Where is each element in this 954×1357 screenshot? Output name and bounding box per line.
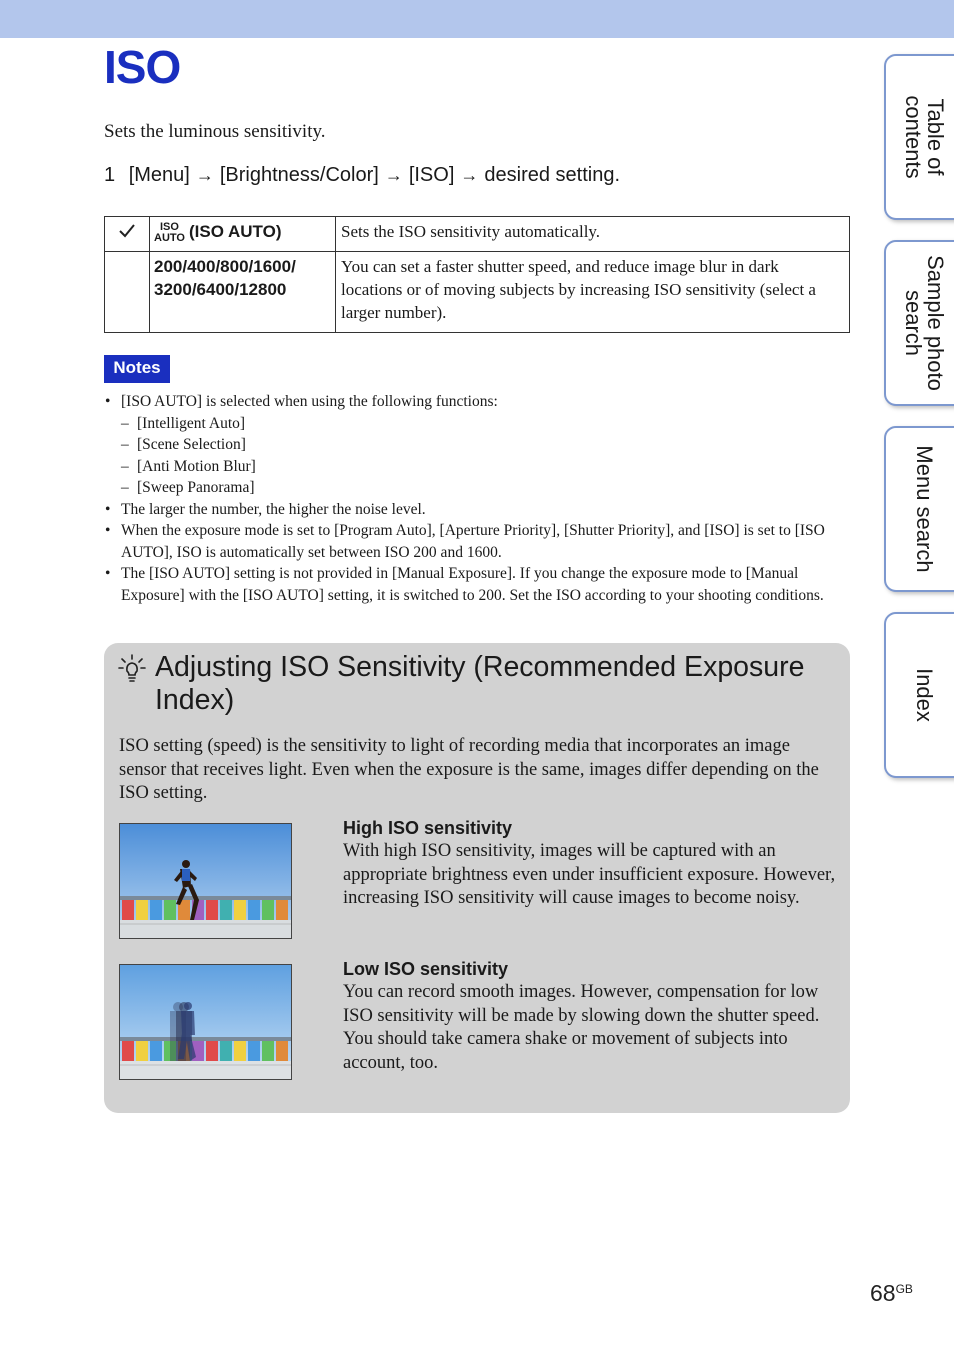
low-iso-heading: Low ISO sensitivity (343, 959, 509, 979)
tab-label: search (901, 289, 926, 357)
arrow-right-icon: → (195, 165, 214, 185)
tab-table-of-contents[interactable] (884, 54, 954, 220)
tip-box (104, 643, 850, 1113)
lightbulb-icon (118, 654, 146, 684)
tab-label: Menu search (912, 445, 937, 573)
notes-badge: Notes (104, 355, 170, 383)
option-description: You can set a faster shutter speed, and reduce image blur in dark locations or of moving subjects by increasing ISO sensitivity (select a larger number). (336, 252, 850, 333)
step-number: 1 (104, 164, 116, 186)
step-part-iso: [ISO] (408, 164, 455, 186)
page-number: $68^{GB}$ (870, 1280, 913, 1306)
tip-title: Adjusting ISO Sensitivity (Recommended Exposure Index) (155, 651, 805, 716)
arrow-right-icon: → (384, 165, 403, 185)
tab-label: Sample photo (923, 255, 948, 391)
page-suffix: GB (895, 1282, 913, 1296)
low-iso-sample-image (119, 964, 292, 1080)
step-part-setting: desired setting. (484, 164, 621, 186)
high-iso-text: With high ISO sensitivity, images will be captured with an appropriate brightness even under insufficient exposure. However, increasing ISO sensitivity will cause images to become noisy. (343, 841, 836, 908)
note-sub-item: – [Scene Selection] (104, 434, 850, 456)
tip-body: ISO setting (speed) is the sensitivity to light of recording media that incorporates an image sensor that receives light. Even when the exposure is the same, images differ depending on the ISO setting. (119, 736, 819, 803)
note-item: • When the exposure mode is set to [Program Auto], [Aperture Priority], [Shutter Priority], and [ISO] is set to [ISO AUTO], ISO is automatically set between ISO 200 and 1600. (104, 520, 850, 563)
tab-index[interactable] (884, 612, 954, 778)
high-iso-section (343, 817, 838, 911)
option-cell (150, 217, 336, 252)
note-sub-item: – [Sweep Panorama] (104, 477, 850, 499)
default-checkmark-icon (105, 217, 150, 252)
low-iso-section (343, 958, 838, 1075)
high-iso-heading: High ISO sensitivity (343, 818, 513, 838)
step-part-menu: [Menu] (128, 164, 190, 186)
tab-label: Index (912, 668, 937, 722)
option-label: 3200/6400/12800 (154, 280, 287, 299)
iso-auto-icon: ISO AUTO (154, 220, 185, 244)
arrow-right-icon: → (460, 165, 479, 185)
note-item: • [ISO AUTO] is selected when using the following functions: (104, 391, 850, 413)
note-item: • The [ISO AUTO] setting is not provided in [Manual Exposure]. If you change the exposure mode to [Manual Exposure] with the [ISO AUTO] setting, it is switched to 200. Set the ISO according to your shooting conditions. (104, 563, 850, 606)
option-label: (ISO AUTO) (188, 222, 282, 241)
iso-settings-table (104, 216, 850, 333)
tab-menu-search[interactable] (884, 426, 954, 592)
option-label: 200/400/800/1600/ (154, 257, 296, 276)
page-title: ISO (104, 41, 181, 93)
note-sub-item: – [Anti Motion Blur] (104, 456, 850, 478)
notes-list (104, 391, 850, 606)
menu-step (104, 164, 620, 187)
empty-mark-cell (105, 252, 150, 333)
note-item: • The larger the number, the higher the noise level. (104, 499, 850, 521)
low-iso-text: You can record smooth images. However, compensation for low ISO sensitivity will be made by slowing down the shutter speed. You should take camera shake or movement of subjects into account, too. (343, 982, 820, 1073)
tab-label: contents (901, 95, 926, 179)
high-iso-sample-image (119, 823, 292, 939)
table-row (105, 217, 850, 252)
top-bar (0, 0, 954, 38)
note-sub-item: – [Intelligent Auto] (104, 413, 850, 435)
option-description: Sets the ISO sensitivity automatically. (336, 217, 850, 252)
table-row (105, 252, 850, 333)
tab-label: Table of (923, 98, 948, 176)
option-cell (150, 252, 336, 333)
intro-text: Sets the luminous sensitivity. (104, 121, 326, 142)
step-part-brightness: [Brightness/Color] (219, 164, 379, 186)
tab-sample-photo-search[interactable] (884, 240, 954, 406)
